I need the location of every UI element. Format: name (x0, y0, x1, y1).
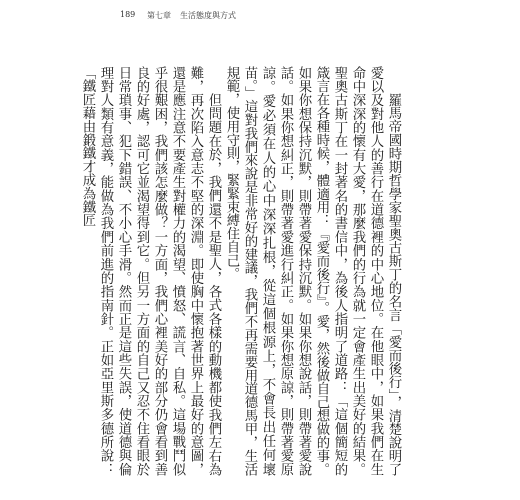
section-title: 生活態度與方式 (180, 11, 236, 20)
chapter-label: 第七章 (147, 11, 171, 20)
page-header (0, 6, 520, 22)
page-number: 189 (120, 10, 136, 19)
paragraph: 羅馬帝國時期哲學家聖奧古斯丁的名言「愛而後行」，清楚說明了愛以及對他人的善行在道德裡的中心地位。在他眼中，如果我們在生命中深深的懷有大愛，那麼我們的行為就一定會產生出美好的結果。聖奧古斯丁在一封著名的書信中，為後人指明了道路：「這個簡短的箴言在各種時候，體適用：『愛而後行』。愛，然後做自己想做的事。如果你想保持沉默，則帶著愛保持沉默。如果你想說話，則帶著愛說話。如果你想糾正，則帶著愛進行糾正。如果你想原諒，則帶著愛原諒。愛必須在人的心中深深扎根，從這個根源上，不會長出任何壞苗。」這對我們來說是非常好的建議，我們不再需要用道德馬甲，生活規範，使用守則，緊緊束縛住自己。 (224, 66, 401, 476)
body-text (78, 66, 402, 476)
paragraph: 但問題在於，我們還不是聖人，各式各樣的動機都使我們左右為難，再次陷入意志不堅的深淵。即使胸中懷抱著世界上最好的意圖，還是應注意不要產生對權力的渴望、憤怒、謊言、自私。這場戰鬥似乎很艱困，我們該怎麼做？一方面，我們心裡美好的部分仍會看到善良的好處，認可它並渴望得到它。但另一方面的自己又忍不住看眼於日常瑣事、犯下錯誤、不小心手滑。然而正是這些失誤，使道德與倫理對人類有意義，能做為我們前進的指南針。正如亞里斯多德所說：「鐵匠藉由鍛鐵才成為鐵匠 (80, 66, 221, 476)
